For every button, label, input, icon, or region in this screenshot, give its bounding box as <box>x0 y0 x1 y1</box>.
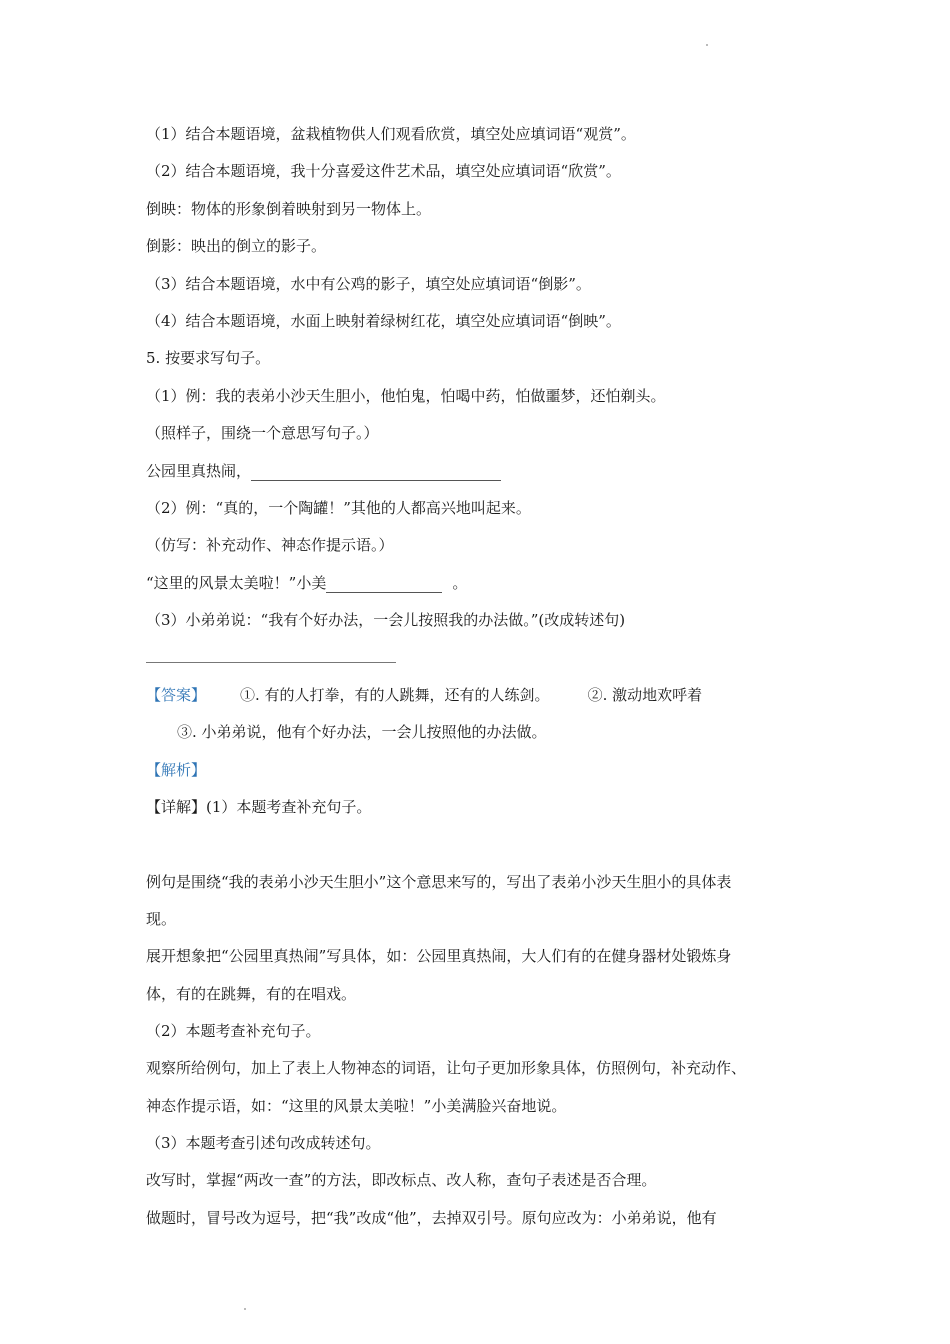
text-line: 做题时，冒号改为逗号，把“我”改成“他”，去掉双引号。原句应改为：小弟弟说，他有 <box>146 1209 717 1227</box>
fill-in-suffix: 。 <box>452 574 468 592</box>
text-line: （2）结合本题语境，我十分喜爱这件艺术品，填空处应填词语“欣赏”。 <box>146 162 621 180</box>
text-line: 改写时，掌握“两改一查”的方法，即改标点、改人称，查句子表述是否合理。 <box>146 1171 657 1189</box>
text-line: 体，有的在跳舞，有的在唱戏。 <box>146 985 357 1003</box>
text-line: （1）例：我的表弟小沙天生胆小，他怕鬼，怕喝中药，怕做噩梦，还怕剃头。 <box>146 387 666 405</box>
answer-blank <box>326 578 442 593</box>
fill-in-prefix: 公园里真热闹， <box>146 462 252 480</box>
speck <box>706 44 708 46</box>
speck <box>244 1308 246 1310</box>
text-line: （2）例：“真的，一个陶罐！”其他的人都高兴地叫起来。 <box>146 499 531 517</box>
text-line: 例句是围绕“我的表弟小沙天生胆小”这个意思来写的，写出了表弟小沙天生胆小的具体表 <box>146 873 732 891</box>
analysis-tag: 【解析】 <box>146 761 207 779</box>
fill-in-line <box>146 573 467 593</box>
text-line: 倒影：映出的倒立的影子。 <box>146 237 327 255</box>
answer-blank <box>251 466 501 481</box>
text-line: （仿写：补充动作、神态作提示语。） <box>146 536 394 554</box>
text-line: 神态作提示语，如：“这里的风景太美啦！”小美满脸兴奋地说。 <box>146 1097 567 1115</box>
answer-item: ③. 小弟弟说，他有个好办法，一会儿按照他的办法做。 <box>177 723 547 741</box>
answer-item: ②. 激动地欢呼着 <box>587 686 703 704</box>
question-heading: 5. 按要求写句子。 <box>146 349 271 367</box>
text-line: （3）结合本题语境，水中有公鸡的影子，填空处应填词语“倒影”。 <box>146 275 591 293</box>
text-line: 现。 <box>146 910 177 928</box>
text-line: （照样子，围绕一个意思写句子。） <box>146 424 379 442</box>
answer-blank-line <box>146 662 396 663</box>
fill-in-line <box>146 461 501 481</box>
answer-line <box>146 685 702 705</box>
fill-in-prefix: “这里的风景太美啦！”小美 <box>146 574 327 592</box>
text-line: 观察所给例句，加上了表上人物神态的词语，让句子更加形象具体，仿照例句，补充动作、 <box>146 1059 747 1077</box>
text-line: （2）本题考查补充句子。 <box>146 1022 321 1040</box>
answer-tag: 【答案】 <box>146 686 207 704</box>
text-line: 展开想象把“公园里真热闹”写具体，如：公园里真热闹，大人们有的在健身器材处锻炼身 <box>146 947 732 965</box>
text-line: （1）结合本题语境，盆栽植物供人们观看欣赏，填空处应填词语“观赏”。 <box>146 125 636 143</box>
text-line: （3）本题考查引述句改成转述句。 <box>146 1134 381 1152</box>
answer-item: ①. 有的人打拳，有的人跳舞，还有的人练剑。 <box>240 686 550 704</box>
text-line: （3）小弟弟说：“我有个好办法，一会儿按照我的办法做。”(改成转述句) <box>146 611 626 629</box>
text-line: 倒映：物体的形象倒着映射到另一物体上。 <box>146 200 432 218</box>
text-line: （4）结合本题语境，水面上映射着绿树红花，填空处应填词语“倒映”。 <box>146 312 621 330</box>
text-line: 【详解】(1）本题考查补充句子。 <box>146 798 372 816</box>
